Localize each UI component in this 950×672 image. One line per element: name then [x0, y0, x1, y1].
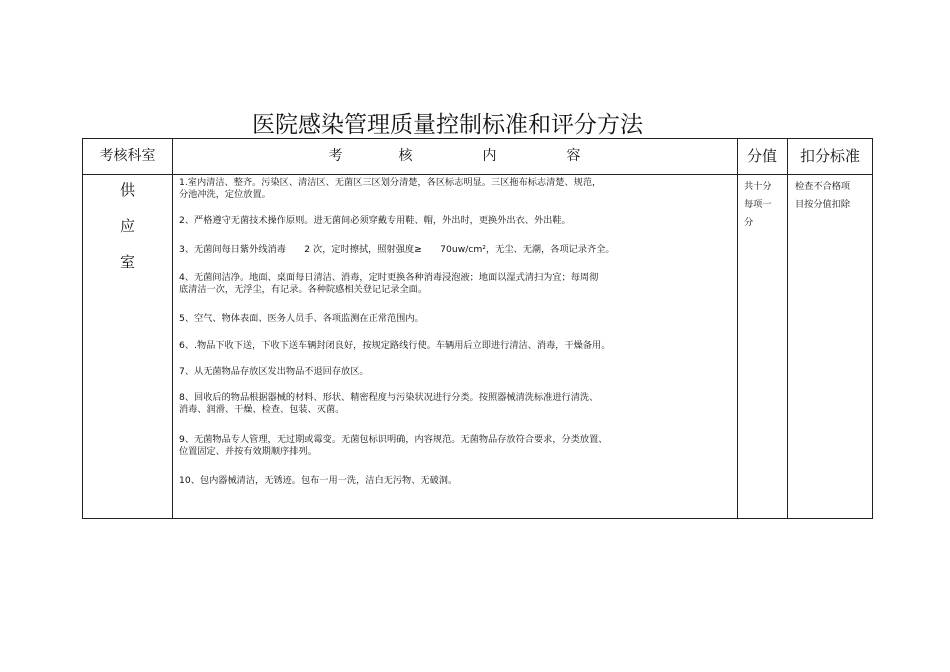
deduct-cell [795, 178, 871, 214]
column-divider [737, 139, 738, 518]
criteria-item: 7、从无菌物品存放区发出物品不退回存放区。 [179, 366, 369, 377]
criteria-item: 2、严格遵守无菌技术操作原则。进无菌间必须穿戴专用鞋、帽，外出时，更换外出衣、外出鞋。 [179, 215, 571, 226]
score-line: 共十分 [744, 181, 772, 192]
dept-char: 应 [119, 217, 135, 235]
criteria-item: 1.室内清洁、整齐。污染区、清洁区、无菌区三区划分清楚，各区标志明显。三区拖布标志清楚、规范， 分池冲洗，定位放置。 [179, 177, 602, 200]
criteria-item: 9、无菌物品专人管理，无过期或霉变。无菌包标识明确，内容规范。无菌物品存放符合要求，分类放置、 位置固定、并按有效期顺序排列。 [179, 434, 608, 457]
criteria-item: 8、回收后的物品根据器械的材料、形状、精密程度与污染状况进行分类。按照器械清洗标准进行清洗、 消毒、润滑、干燥、检查、包装、灭菌。 [179, 392, 599, 415]
column-divider [787, 139, 788, 518]
assessment-table [82, 138, 873, 519]
criteria-item: 10、包内器械清洁，无锈迹。包布一用一洗，洁白无污物、无破洞。 [179, 475, 458, 486]
deduct-line: 检查不合格项 [795, 181, 851, 192]
criteria-item: 3、无菌间每日紫外线消毒 2 次，定时擦拭，照射强度≥ 70uw/cm²，无尘、无潮，各项记录齐全。 [179, 244, 615, 255]
deduct-line: 目按分值扣除 [795, 199, 851, 210]
criteria-item: 4、无菌间洁净。地面、桌面每日清洁、消毒，定时更换各种消毒浸泡液；地面以湿式清扫为宜；每周彻 底清洁一次，无浮尘，有记录。各种院感相关登记记录全面。 [179, 272, 599, 295]
score-line: 每项一 [744, 199, 772, 210]
dept-char: 室 [119, 253, 135, 271]
dept-char: 供 [119, 181, 135, 199]
score-cell [744, 178, 786, 232]
page-title: 医院感染管理质量控制标准和评分方法 [252, 112, 643, 138]
column-divider [172, 139, 173, 518]
header-content: 考 核 内 容 [328, 148, 581, 164]
header-dept: 考核科室 [99, 148, 156, 164]
criteria-item: 6、.物品下收下送，下收下送车辆封闭良好，按规定路线行使。车辆用后立即进行清洁、消毒，干燥备用。 [179, 340, 611, 351]
header-deduct: 扣分标准 [799, 147, 860, 165]
dept-cell [83, 180, 172, 288]
criteria-item: 5、空气、物体表面、医务人员手、各项监测在正常范围内。 [179, 313, 424, 324]
header-divider [83, 174, 872, 175]
score-line: 分 [744, 217, 754, 228]
header-score: 分值 [746, 147, 777, 165]
